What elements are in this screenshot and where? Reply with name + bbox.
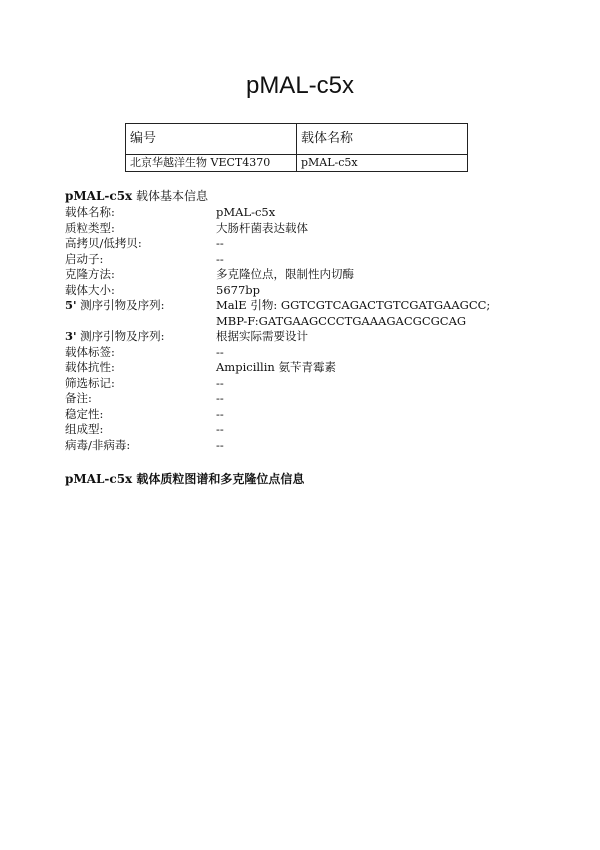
field-key: 启动子: — [65, 251, 104, 266]
field-value: 根据实际需要设计 — [216, 329, 308, 343]
page-title: pMAL-c5x — [245, 72, 355, 99]
field-value: -- — [216, 437, 224, 452]
field-key: 稳定性: — [65, 406, 104, 421]
field-row — [65, 376, 565, 392]
table-header-row — [126, 124, 468, 155]
table-row — [126, 155, 468, 172]
section-heading-basic-info — [65, 189, 208, 204]
field-key — [65, 329, 216, 345]
field-value: 多克隆位点，限制性内切酶 — [216, 267, 354, 281]
field-value: -- — [216, 422, 224, 436]
field-key: 载体标签: — [65, 344, 115, 359]
field-key — [65, 298, 216, 314]
table-cell-id: 北京华越洋生物 VECT4370 — [126, 155, 297, 172]
field-row — [65, 267, 565, 283]
field-value: pMAL-c5x — [216, 205, 276, 219]
field-key: 克隆方法: — [65, 267, 115, 281]
field-key: 筛选标记: — [65, 375, 115, 390]
field-row — [65, 314, 565, 330]
section-heading-plasmid-map — [65, 472, 304, 487]
field-row — [65, 221, 565, 237]
primer-number: 5' — [65, 298, 77, 312]
field-value: -- — [216, 251, 224, 266]
field-value: 5677bp — [216, 282, 260, 297]
field-row — [65, 345, 565, 361]
field-value: -- — [216, 391, 224, 405]
field-key: 载体名称: — [65, 205, 115, 219]
field-value: MalE 引物: GGTCGTCAGACTGTCGATGAAGCC; — [216, 298, 491, 312]
field-value: Ampicillin 氨苄青霉素 — [216, 360, 336, 374]
field-key: 病毒/非病毒: — [65, 437, 131, 452]
primer-number: 3' — [65, 329, 77, 343]
field-list — [65, 205, 565, 453]
info-table — [125, 123, 468, 172]
field-value: -- — [216, 375, 224, 390]
field-key: 质粒类型: — [65, 220, 115, 235]
field-row — [65, 298, 565, 314]
field-row — [65, 236, 565, 252]
section-heading-bold: pMAL-c5x 载体质粒图谱和多克隆位点信息 — [65, 472, 305, 486]
field-row — [65, 391, 565, 407]
field-row — [65, 422, 565, 438]
field-key: 载体大小: — [65, 282, 115, 297]
field-key: 高拷贝/低拷贝: — [65, 236, 142, 250]
field-value: 大肠杆菌表达载体 — [216, 220, 308, 235]
field-value: MBP-F:GATGAAGCCCTGAAAGACGCGCAG — [216, 313, 467, 328]
section-heading-bold: pMAL-c5x — [65, 189, 133, 203]
field-key-text: 测序引物及序列: — [76, 298, 165, 312]
field-row — [65, 205, 565, 221]
field-value: -- — [216, 344, 224, 359]
field-key: 备注: — [65, 391, 92, 405]
table-header-id: 编号 — [126, 124, 297, 155]
field-value: -- — [216, 236, 224, 250]
field-row — [65, 360, 565, 376]
field-row — [65, 252, 565, 268]
table-header-name: 载体名称 — [297, 124, 468, 155]
field-row — [65, 329, 565, 345]
field-row — [65, 407, 565, 423]
field-row — [65, 283, 565, 299]
field-key — [65, 314, 216, 330]
field-value: -- — [216, 406, 224, 421]
field-key: 载体抗性: — [65, 360, 115, 374]
table-cell-name: pMAL-c5x — [297, 155, 468, 172]
field-key: 组成型: — [65, 422, 104, 436]
field-key-text: 测序引物及序列: — [76, 329, 165, 343]
field-row — [65, 438, 565, 454]
section-heading-rest: 载体基本信息 — [132, 189, 209, 203]
